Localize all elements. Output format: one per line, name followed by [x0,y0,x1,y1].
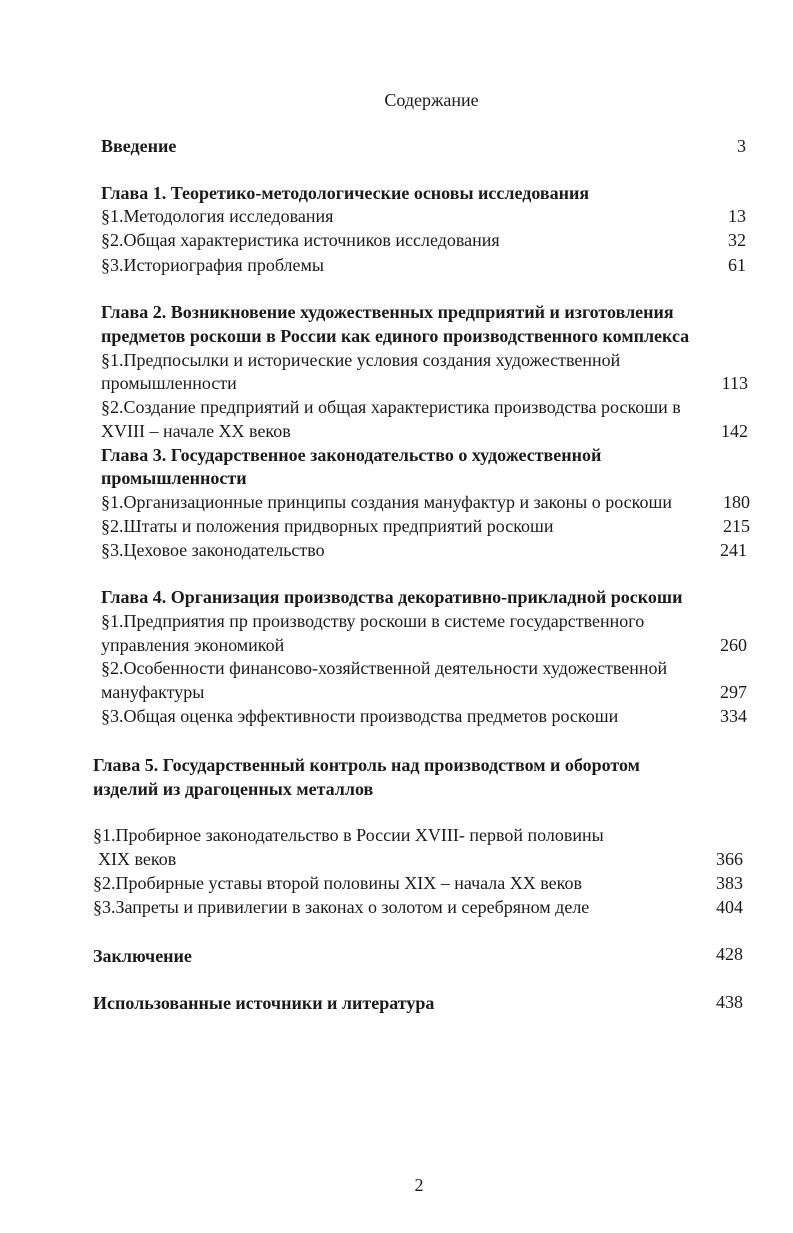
toc-item-page: 61 [728,255,746,275]
chapter-4-heading: Глава 4. Организация производства декоративно-прикладной роскоши [101,587,683,607]
toc-item-label: §2.Штаты и положения придворных предприятий роскоши [101,516,554,536]
toc-item-label: §2.Особенности финансово-хозяйственной деятельности художественной [101,658,668,678]
toc-item-label: §3.Общая оценка эффективности производства предметов роскоши [101,706,619,726]
toc-item-page: 215 [723,516,750,536]
chapter-3-heading-line2: промышленности [101,468,247,488]
chapter-5-heading-line1: Глава 5. Государственный контроль над производством и оборотом [93,755,640,775]
toc-sources-label: Использованные источники и литература [93,993,435,1013]
chapter-3-heading-line1: Глава 3. Государственное законодательство о художественной [101,445,602,465]
toc-item-label: §1.Организационные принципы создания мануфактур и законы о роскоши [101,492,672,512]
toc-item-label: XVIII – начале XX веков [101,421,291,441]
toc-item-label: §2.Общая характеристика источников исследования [101,230,500,250]
toc-item-label: §3.Цеховое законодательство [101,540,325,560]
toc-item-label: мануфактуры [101,682,205,702]
toc-intro-label: Введение [101,136,177,156]
toc-item-page: 260 [720,635,747,655]
toc-item-page: 404 [716,897,743,917]
toc-conclusion-page: 428 [716,944,743,964]
toc-item-label: XIX веков [98,849,177,869]
toc-item-page: 32 [728,230,746,250]
toc-item-page: 142 [721,421,748,441]
toc-item-label: §1.Предпосылки и исторические условия создания художественной [101,350,621,370]
toc-item-label: промышленности [101,373,237,393]
toc-item-label: §2.Создание предприятий и общая характеристика производства роскоши в [101,397,681,417]
toc-intro-page: 3 [737,136,746,156]
chapter-5-heading-line2: изделий из драгоценных металлов [93,779,374,799]
toc-item-label: §1.Предприятия пр производству роскоши в системе государственного [101,611,645,631]
toc-item-page: 334 [720,706,747,726]
toc-item-page: 366 [716,849,743,869]
toc-item-label: §1.Методология исследования [101,206,334,226]
toc-item-page: 13 [728,206,746,226]
toc-item-label: §2.Пробирные уставы второй половины XIX – начала XX веков [93,873,582,893]
chapter-2-heading-line2: предметов роскоши в России как единого производственного комплекса [101,326,690,346]
toc-item-page: 383 [716,873,743,893]
toc-item-label: управления экономикой [101,635,285,655]
chapter-1-heading: Глава 1. Теоретико-методологические основы исследования [101,183,590,203]
toc-item-page: 113 [721,373,748,393]
page-number: 2 [414,1175,424,1195]
toc-item-page: 180 [723,492,750,512]
toc-sources-page: 438 [716,992,743,1012]
chapter-2-heading-line1: Глава 2. Возникновение художественных предприятий и изготовления [101,302,674,322]
toc-item-page: 297 [720,682,747,702]
toc-item-label: §3.Историография проблемы [101,255,324,275]
toc-item-label: §1.Пробирное законодательство в России XVIII- первой половины [93,825,604,845]
toc-conclusion-label: Заключение [93,946,192,966]
toc-item-page: 241 [720,540,747,560]
toc-item-label: §3.Запреты и привилегии в законах о золотом и серебряном деле [93,897,590,917]
page-title: Содержание [384,90,479,110]
